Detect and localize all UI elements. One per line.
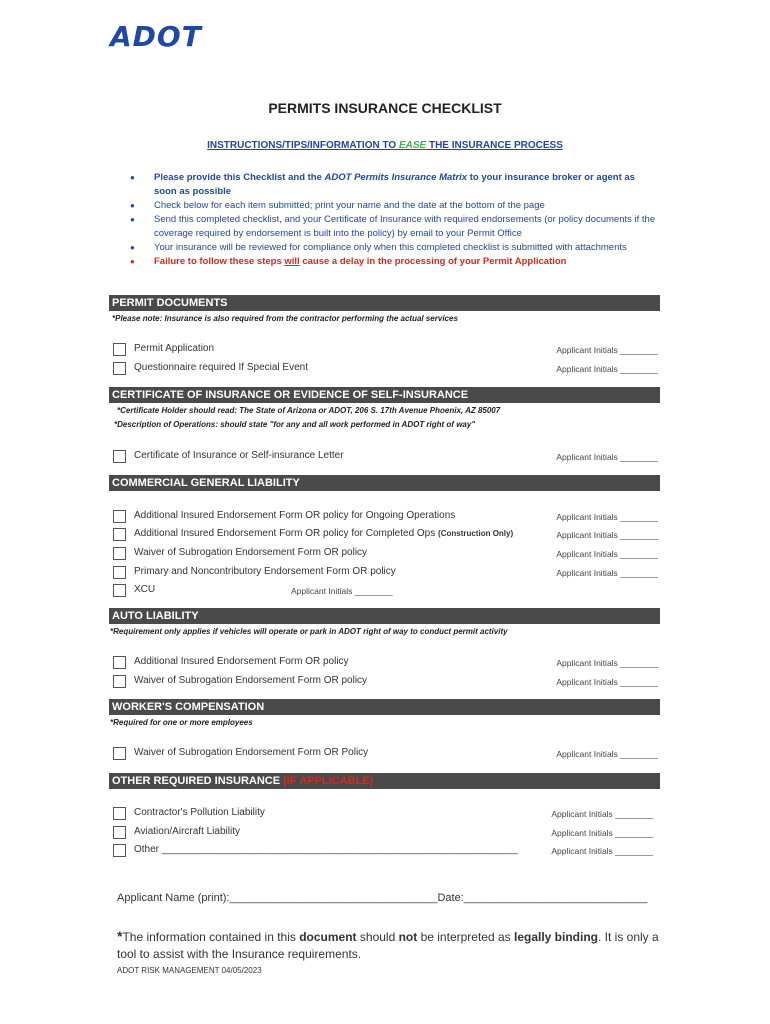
applicant-initials[interactable]: Applicant Initials ________ xyxy=(551,809,653,819)
checkbox[interactable] xyxy=(113,807,126,820)
applicant-initials[interactable]: Applicant Initials ________ xyxy=(556,345,658,355)
checklist-label-text: Additional Insured Endorsement Form OR policy for Completed Ops xyxy=(134,528,436,539)
instr-text: Failure to follow these steps xyxy=(154,256,285,267)
checklist-label: Waiver of Subrogation Endorsement Form OR policy xyxy=(134,675,368,686)
footnote-text: should xyxy=(356,930,399,944)
instr-emphasis: will xyxy=(284,256,300,267)
section-header-auto: AUTO LIABILITY xyxy=(109,608,660,624)
instr-emphasis: ADOT Permits Insurance Matrix xyxy=(324,172,468,183)
checklist-label: Additional Insured Endorsement Form OR policy for Ongoing Operations xyxy=(134,510,456,521)
checklist-row xyxy=(113,844,653,858)
checklist-label: Primary and Noncontributory Endorsement Form OR policy xyxy=(134,566,396,577)
checklist-label: Waiver of Subrogation Endorsement Form OR policy xyxy=(134,547,368,558)
section-note: *Certificate Holder should read: The State of Arizona or ADOT, 206 S. 17th Avenue Phoenix, AZ 85007 xyxy=(117,406,501,415)
checkbox[interactable] xyxy=(113,844,126,857)
checklist-row xyxy=(113,547,658,561)
subtitle-post: THE INSURANCE PROCESS xyxy=(426,140,563,151)
instructions-heading xyxy=(0,140,770,151)
applicant-initials[interactable]: Applicant Initials ________ xyxy=(551,828,653,838)
applicant-initials[interactable]: Applicant Initials ________ xyxy=(291,586,393,596)
checklist-row xyxy=(113,362,658,376)
section-header-other xyxy=(109,773,660,789)
checkbox[interactable] xyxy=(113,450,126,463)
checkbox[interactable] xyxy=(113,656,126,669)
checkbox[interactable] xyxy=(113,362,126,375)
checkbox[interactable] xyxy=(113,528,126,541)
footer-revision: ADOT RISK MANAGEMENT 04/05/2023 xyxy=(117,966,262,975)
disclaimer xyxy=(117,928,662,963)
checklist-row xyxy=(113,528,658,542)
instruction-item: ● Your insurance will be reviewed for compliance only when this completed checklist is submitted with attachments xyxy=(120,241,660,255)
checklist-label: Aviation/Aircraft Liability xyxy=(134,826,240,837)
if-applicable-note: (IF APPLICABLE) xyxy=(283,775,374,787)
instr-text: cause a delay in the processing of your Permit Application xyxy=(299,256,567,267)
checklist-label: Permit Application xyxy=(134,343,215,354)
footnote-bold: legally binding xyxy=(513,930,598,944)
applicant-name-date-line[interactable]: Applicant Name (print):__________________________________Date:______________________________ xyxy=(117,892,648,904)
footnote-bold: document xyxy=(299,930,357,944)
checklist-row xyxy=(113,510,658,524)
checklist-row xyxy=(113,807,653,821)
checklist-row xyxy=(113,747,658,761)
applicant-initials[interactable]: Applicant Initials ________ xyxy=(556,364,658,374)
instr-text: Please provide this Checklist and the xyxy=(154,172,325,183)
checklist-label: Certificate of Insurance or Self-insurance Letter xyxy=(134,450,344,461)
applicant-initials[interactable]: Applicant Initials ________ xyxy=(556,530,658,540)
applicant-initials[interactable]: Applicant Initials ________ xyxy=(556,677,658,687)
instruction-item: ● Send this completed checklist, and your Certificate of Insurance with required endorsements (or policy documents if the coverage required by endorsement is built into the policy) by email to your Permit Office xyxy=(120,213,660,241)
applicant-initials[interactable]: Applicant Initials ________ xyxy=(556,452,658,462)
construction-only-note: (Construction Only) xyxy=(438,529,514,538)
checklist-row xyxy=(113,675,658,689)
applicant-initials[interactable]: Applicant Initials ________ xyxy=(551,846,653,856)
instructions-list xyxy=(120,171,660,269)
checklist-label: Waiver of Subrogation Endorsement Form OR Policy xyxy=(134,747,369,758)
applicant-initials[interactable]: Applicant Initials ________ xyxy=(556,549,658,559)
section-note: *Description of Operations: should state "for any and all work performed in ADOT right of way" xyxy=(114,420,476,429)
checklist-label-other[interactable]: Other ________________________________________________________________ xyxy=(134,844,518,855)
checklist-row xyxy=(113,656,658,670)
checklist-row xyxy=(113,343,658,357)
section-header-cgl: COMMERCIAL GENERAL LIABILITY xyxy=(109,475,660,491)
checkbox[interactable] xyxy=(113,826,126,839)
checklist-row xyxy=(113,566,658,580)
applicant-initials[interactable]: Applicant Initials ________ xyxy=(556,749,658,759)
checklist-label xyxy=(134,528,513,539)
checklist-row xyxy=(113,826,653,840)
section-note: *Please note: Insurance is also required from the contractor performing the actual services xyxy=(112,314,458,323)
checklist-label: Contractor's Pollution Liability xyxy=(134,807,265,818)
instr-text: to your insurance broker or agent as soon as possible xyxy=(154,172,635,197)
section-note: *Requirement only applies if vehicles will operate or park in ADOT right of way to conduct permit activity xyxy=(110,627,508,636)
footnote-bold: not xyxy=(398,930,418,944)
checkbox[interactable] xyxy=(113,584,126,597)
section-header-text: OTHER REQUIRED INSURANCE xyxy=(112,775,281,787)
section-note: *Required for one or more employees xyxy=(110,718,253,727)
adot-logo: ADOT xyxy=(110,20,202,53)
instruction-item-warning xyxy=(120,255,660,269)
footnote-text: be interpreted as xyxy=(417,930,514,944)
checkbox[interactable] xyxy=(113,566,126,579)
checkbox[interactable] xyxy=(113,547,126,560)
subtitle-ease: EASE xyxy=(398,140,427,151)
checkbox[interactable] xyxy=(113,675,126,688)
applicant-initials[interactable]: Applicant Initials ________ xyxy=(556,658,658,668)
checkbox[interactable] xyxy=(113,510,126,523)
checklist-row xyxy=(113,584,658,598)
checkbox[interactable] xyxy=(113,747,126,760)
section-header-permit-documents: PERMIT DOCUMENTS xyxy=(109,295,660,311)
checkbox[interactable] xyxy=(113,343,126,356)
page-title: PERMITS INSURANCE CHECKLIST xyxy=(268,100,502,116)
checklist-label: XCU xyxy=(134,584,156,595)
applicant-initials[interactable]: Applicant Initials ________ xyxy=(556,568,658,578)
checklist-label: Questionnaire required If Special Event xyxy=(134,362,308,373)
footnote-text: . It is only a tool to assist with the Insurance requirements. xyxy=(117,930,659,961)
footnote-star: * xyxy=(117,928,123,944)
subtitle-pre: INSTRUCTIONS/TIPS/INFORMATION TO xyxy=(207,140,399,151)
checklist-row xyxy=(113,450,658,464)
section-header-workers-comp: WORKER'S COMPENSATION xyxy=(109,699,660,715)
instruction-item xyxy=(120,171,660,199)
section-header-certificate: CERTIFICATE OF INSURANCE OR EVIDENCE OF SELF-INSURANCE xyxy=(109,387,660,403)
instruction-item: ● Check below for each item submitted; print your name and the date at the bottom of the page xyxy=(120,199,660,213)
applicant-initials[interactable]: Applicant Initials ________ xyxy=(556,512,658,522)
checklist-label: Additional Insured Endorsement Form OR policy xyxy=(134,656,349,667)
footnote-text: The information contained in this xyxy=(122,930,300,944)
